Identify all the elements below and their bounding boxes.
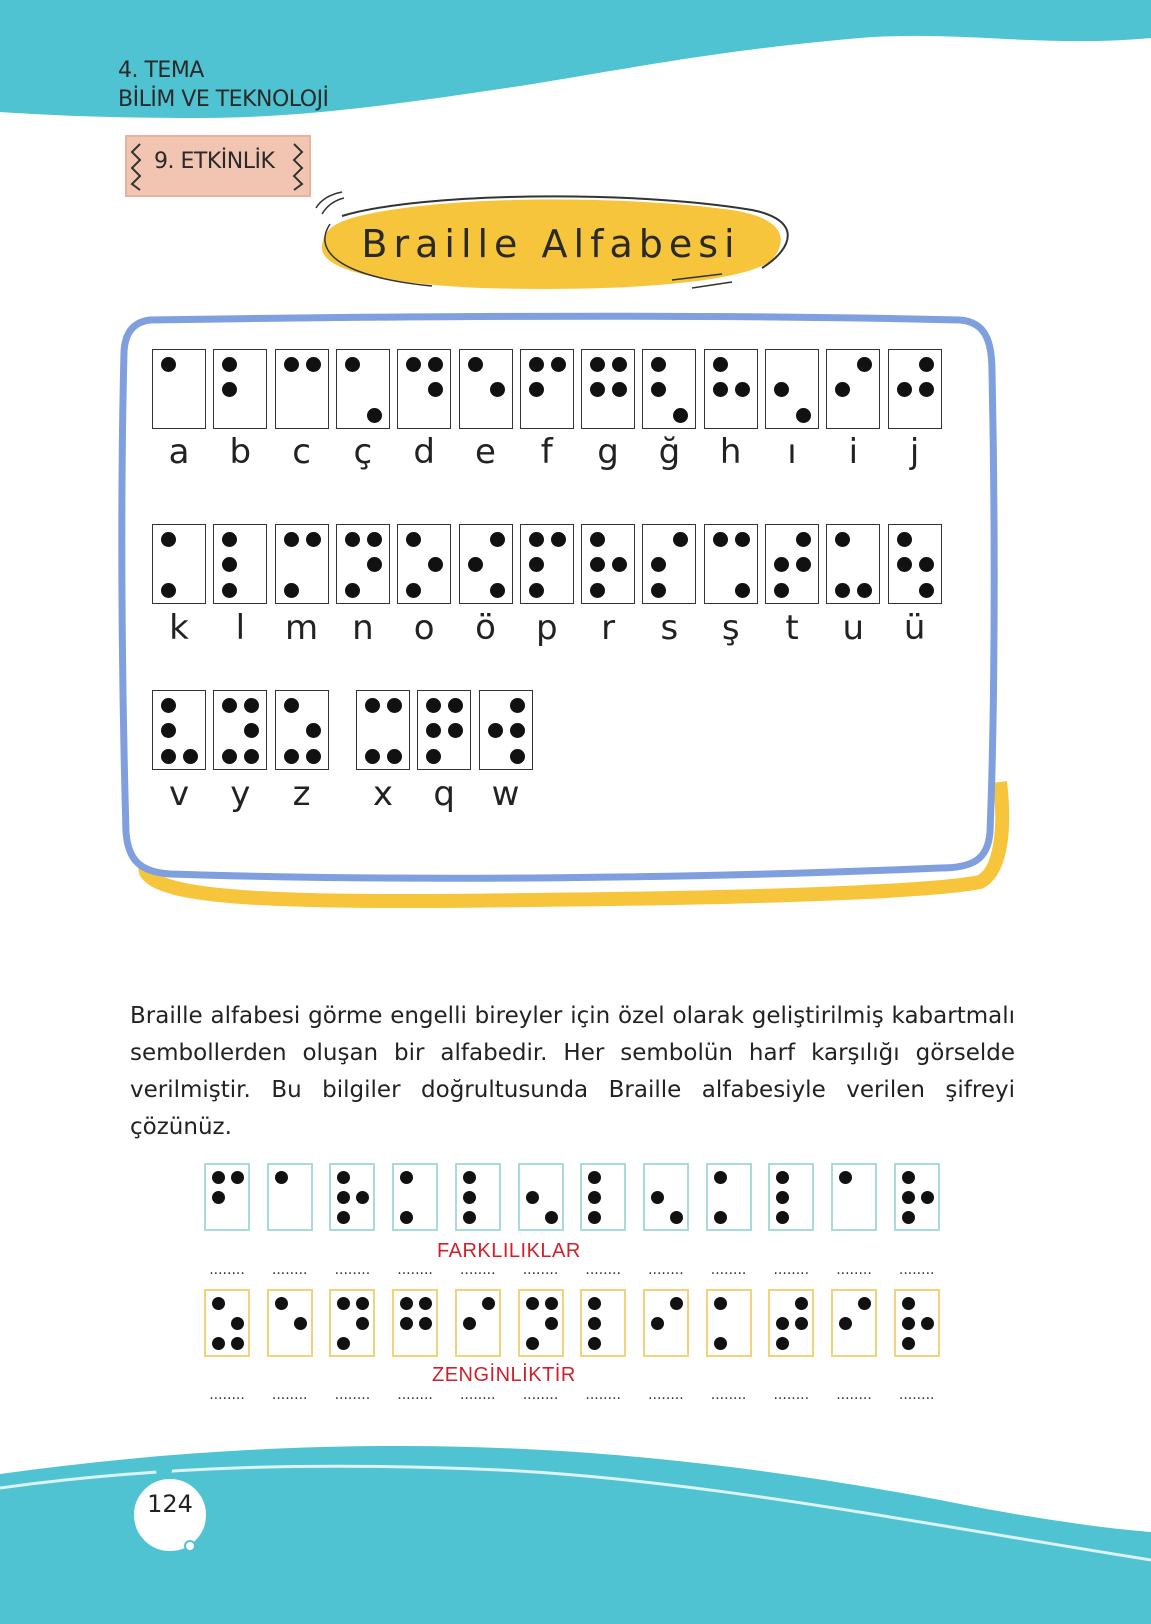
braille-dot (337, 1297, 350, 1310)
braille-dot (835, 532, 850, 547)
braille-dot (902, 1211, 915, 1224)
answer-blank: ........ (209, 1390, 245, 1400)
letter-label: x (372, 774, 393, 814)
cipher-cell (204, 1163, 250, 1231)
braille-dot (735, 382, 750, 397)
braille-dot (510, 723, 525, 738)
braille-dot (839, 1317, 852, 1330)
cipher-cell (768, 1289, 814, 1357)
braille-dot (776, 1211, 789, 1224)
braille-cell-k (152, 524, 206, 604)
braille-dot (367, 532, 382, 547)
page-title: Braille Alfabesi (361, 222, 741, 266)
braille-dot (526, 1337, 539, 1350)
answer-blank: ........ (898, 1265, 935, 1275)
braille-dot (284, 583, 299, 598)
braille-dot (284, 698, 299, 713)
answer-blank: ........ (648, 1390, 684, 1400)
braille-dot (212, 1297, 225, 1310)
braille-dot (795, 1297, 808, 1310)
answer-blank: ........ (459, 1265, 496, 1275)
cipher-cell (392, 1163, 438, 1231)
braille-dot (795, 1317, 808, 1330)
answer-blank: ........ (585, 1265, 621, 1275)
letter-label: l (235, 608, 246, 648)
braille-dot (356, 1191, 369, 1204)
answer-blank: ........ (334, 1265, 371, 1275)
cipher-cell (580, 1163, 626, 1231)
cipher-cell (518, 1289, 564, 1357)
braille-dot (510, 698, 525, 713)
braille-cell-d (397, 349, 451, 429)
braille-dot (551, 532, 566, 547)
braille-dot (714, 1211, 727, 1224)
braille-dot (651, 357, 666, 372)
braille-dot (275, 1297, 288, 1310)
braille-dot (651, 1191, 664, 1204)
braille-dot (222, 557, 237, 572)
answer-blank: ........ (397, 1390, 433, 1400)
letter-label: i (848, 432, 859, 472)
braille-dot (835, 583, 850, 598)
braille-dot (714, 1297, 727, 1310)
braille-dot (588, 1317, 601, 1330)
braille-dot (161, 357, 176, 372)
letter-label: g (597, 432, 619, 472)
braille-cell-t (765, 524, 819, 604)
braille-dot (306, 357, 321, 372)
braille-dot (651, 382, 666, 397)
braille-dot (284, 749, 299, 764)
braille-cell-ı (765, 349, 819, 429)
braille-dot (306, 532, 321, 547)
theme-number: 4. TEMA (118, 58, 204, 83)
braille-dot (919, 357, 934, 372)
braille-dot (337, 1211, 350, 1224)
cipher-cell (329, 1163, 375, 1231)
braille-dot (356, 1297, 369, 1310)
braille-dot (897, 557, 912, 572)
braille-dot (588, 1211, 601, 1224)
answer-blank: ........ (459, 1390, 496, 1400)
cipher-cell (706, 1163, 752, 1231)
answer-blank: ........ (334, 1390, 371, 1400)
braille-dot (673, 408, 688, 423)
braille-dot (161, 723, 176, 738)
braille-dot (919, 382, 934, 397)
braille-dot (835, 382, 850, 397)
braille-dot (463, 1191, 476, 1204)
letter-label: r (601, 608, 616, 648)
cipher-answer: FARKLILIKLAR (437, 1240, 581, 1262)
braille-dot (284, 532, 299, 547)
braille-dot (902, 1171, 915, 1184)
answer-blank: ........ (271, 1390, 308, 1400)
braille-cell-i (826, 349, 880, 429)
braille-dot (161, 583, 176, 598)
instructions-paragraph: Braille alfabesi görme engelli bireyler için özel olarak geliştirilmiş kabartmalı sembollerden oluşan bir alfabedir. Her sembolün harf karşılığı görselde verilmiştir. Bu bilgiler doğrultusunda Braille alfabesiyle verilen şifreyi çözünüz. (130, 1003, 1015, 1140)
braille-dot (463, 1211, 476, 1224)
braille-dot (468, 357, 483, 372)
braille-dot (428, 357, 443, 372)
theme-title: BİLİM VE TEKNOLOJİ (118, 87, 329, 112)
theme-header (118, 56, 329, 114)
braille-cell-p (520, 524, 574, 604)
braille-dot (529, 583, 544, 598)
braille-dot (921, 1317, 934, 1330)
braille-dot (902, 1317, 915, 1330)
braille-dot (356, 1317, 369, 1330)
braille-dot (337, 1337, 350, 1350)
braille-dot (222, 532, 237, 547)
braille-dot (510, 749, 525, 764)
braille-dot (902, 1191, 915, 1204)
braille-dot (529, 382, 544, 397)
braille-dot (919, 583, 934, 598)
braille-dot (776, 1317, 789, 1330)
letter-label: d (413, 432, 435, 472)
braille-dot (400, 1171, 413, 1184)
cipher-cell (455, 1289, 501, 1357)
answer-blank: ........ (209, 1265, 245, 1275)
braille-dot (529, 532, 544, 547)
cipher-cell (392, 1289, 438, 1357)
braille-dot (222, 749, 237, 764)
braille-dot (713, 382, 728, 397)
braille-dot (590, 583, 605, 598)
answer-blank: ........ (710, 1390, 747, 1400)
braille-dot (426, 698, 441, 713)
cipher-cell (329, 1289, 375, 1357)
letter-label: ş (721, 608, 740, 648)
cipher-cell (267, 1289, 313, 1357)
braille-dot (400, 1211, 413, 1224)
letter-label: w (491, 774, 520, 814)
braille-dot (735, 532, 750, 547)
braille-cell-ğ (642, 349, 696, 429)
cipher-cell (894, 1163, 940, 1231)
braille-cell-o (397, 524, 451, 604)
braille-cell-m (275, 524, 329, 604)
letter-label: ğ (658, 432, 681, 472)
letter-label: ç (353, 432, 373, 472)
braille-dot (231, 1337, 244, 1350)
answer-blank: ........ (836, 1265, 872, 1275)
letter-label: t (785, 608, 799, 648)
braille-dot (588, 1297, 601, 1310)
answer-blank: ........ (397, 1265, 433, 1275)
braille-dot (337, 1171, 350, 1184)
page-number: 124 (147, 1490, 193, 1518)
braille-dot (400, 1317, 413, 1330)
braille-cell-a (152, 349, 206, 429)
braille-dot (490, 532, 505, 547)
braille-cell-l (213, 524, 267, 604)
braille-dot (490, 382, 505, 397)
braille-dot (902, 1297, 915, 1310)
braille-dot (590, 357, 605, 372)
braille-dot (776, 1171, 789, 1184)
braille-cell-g (581, 349, 635, 429)
braille-cell-f (520, 349, 574, 429)
cipher-cell (204, 1289, 250, 1357)
letter-label: f (540, 432, 553, 472)
braille-dot (448, 698, 463, 713)
cipher-cell (518, 1163, 564, 1231)
cipher-answer: ZENGİNLİKTİR (432, 1364, 576, 1386)
activity-tag (122, 132, 314, 200)
braille-dot (490, 583, 505, 598)
braille-dot (345, 357, 360, 372)
braille-dot (921, 1191, 934, 1204)
letter-label: j (909, 432, 920, 472)
braille-dot (468, 557, 483, 572)
braille-dot (673, 532, 688, 547)
braille-dot (212, 1337, 225, 1350)
braille-dot (275, 1171, 288, 1184)
braille-dot (482, 1297, 495, 1310)
braille-cell-ü (888, 524, 942, 604)
braille-dot (345, 583, 360, 598)
answer-blank: ........ (710, 1265, 747, 1275)
braille-dot (387, 698, 402, 713)
answer-blank: ........ (648, 1265, 684, 1275)
braille-dot (857, 583, 872, 598)
letter-label: c (292, 432, 311, 472)
braille-dot (365, 698, 380, 713)
braille-dot (545, 1297, 558, 1310)
braille-dot (222, 698, 237, 713)
letter-label: ü (903, 608, 926, 648)
braille-dot (902, 1337, 915, 1350)
letter-label: q (433, 774, 455, 814)
braille-dot (612, 357, 627, 372)
braille-dot (526, 1191, 539, 1204)
braille-dot (670, 1297, 683, 1310)
answer-blank: ........ (522, 1265, 559, 1275)
braille-dot (735, 583, 750, 598)
letter-label: u (842, 608, 865, 648)
cipher-cell (894, 1289, 940, 1357)
braille-dot (222, 583, 237, 598)
letter-label: k (169, 608, 189, 648)
braille-cell-ç (336, 349, 390, 429)
braille-dot (212, 1191, 225, 1204)
braille-dot (714, 1337, 727, 1350)
braille-dot (529, 557, 544, 572)
braille-dot (406, 583, 421, 598)
letter-label: e (475, 432, 496, 472)
letter-label: a (168, 432, 190, 472)
braille-cell-e (459, 349, 513, 429)
activity-label: 9. ETKİNLİK (154, 149, 275, 174)
braille-dot (857, 357, 872, 372)
braille-dot (244, 749, 259, 764)
braille-dot (161, 698, 176, 713)
braille-dot (426, 749, 441, 764)
braille-dot (529, 357, 544, 372)
braille-dot (897, 382, 912, 397)
braille-dot (651, 557, 666, 572)
title-banner (312, 188, 812, 308)
braille-dot (488, 723, 503, 738)
answer-blank: ........ (773, 1265, 810, 1275)
braille-cell-r (581, 524, 635, 604)
braille-cell-x (356, 690, 410, 770)
braille-dot (545, 1211, 558, 1224)
answer-blank: ........ (773, 1390, 810, 1400)
braille-dot (551, 357, 566, 372)
braille-dot (796, 557, 811, 572)
braille-cell-ö (459, 524, 513, 604)
braille-dot (590, 532, 605, 547)
braille-dot (426, 723, 441, 738)
letter-label: ö (475, 608, 496, 648)
braille-cell-b (213, 349, 267, 429)
braille-dot (839, 1171, 852, 1184)
braille-dot (796, 532, 811, 547)
braille-dot (776, 1191, 789, 1204)
cipher-cell (643, 1163, 689, 1231)
braille-dot (590, 557, 605, 572)
cipher-cell (643, 1289, 689, 1357)
braille-dot (244, 698, 259, 713)
braille-dot (400, 1297, 413, 1310)
letter-label: p (536, 608, 558, 648)
braille-cell-s (642, 524, 696, 604)
braille-dot (306, 749, 321, 764)
braille-dot (365, 749, 380, 764)
braille-dot (222, 382, 237, 397)
braille-dot (212, 1171, 225, 1184)
letter-label: y (230, 774, 251, 814)
braille-dot (588, 1171, 601, 1184)
letter-label: h (719, 432, 742, 472)
braille-cell-w (479, 690, 533, 770)
braille-dot (526, 1297, 539, 1310)
braille-dot (244, 723, 259, 738)
braille-dot (774, 583, 789, 598)
braille-dot (897, 532, 912, 547)
cipher-cell (580, 1289, 626, 1357)
braille-dot (713, 532, 728, 547)
braille-dot (651, 583, 666, 598)
braille-dot (367, 408, 382, 423)
braille-dot (337, 1191, 350, 1204)
braille-cell-u (826, 524, 880, 604)
braille-dot (776, 1337, 789, 1350)
braille-dot (796, 408, 811, 423)
braille-dot (448, 723, 463, 738)
cipher-cell (455, 1163, 501, 1231)
braille-dot (919, 557, 934, 572)
braille-dot (670, 1211, 683, 1224)
braille-dot (612, 557, 627, 572)
braille-dot (428, 557, 443, 572)
cipher-cell (831, 1289, 877, 1357)
braille-dot (651, 1317, 664, 1330)
braille-dot (428, 382, 443, 397)
braille-dot (345, 532, 360, 547)
braille-dot (774, 382, 789, 397)
braille-dot (306, 723, 321, 738)
braille-dot (713, 357, 728, 372)
braille-cell-n (336, 524, 390, 604)
braille-cell-v (152, 690, 206, 770)
braille-cell-q (417, 690, 471, 770)
braille-cell-c (275, 349, 329, 429)
braille-cell-j (888, 349, 942, 429)
braille-dot (406, 357, 421, 372)
letter-label: z (292, 774, 311, 814)
answer-blank: ........ (836, 1390, 872, 1400)
braille-dot (588, 1191, 601, 1204)
letter-label: b (229, 432, 252, 472)
braille-dot (545, 1317, 558, 1330)
answer-blank: ........ (522, 1390, 559, 1400)
braille-dot (858, 1297, 871, 1310)
cipher-cell (267, 1163, 313, 1231)
answer-blank: ........ (271, 1265, 308, 1275)
cipher-cell (706, 1289, 752, 1357)
braille-dot (463, 1171, 476, 1184)
letter-label: m (285, 608, 319, 648)
letter-label: ı (787, 432, 797, 472)
braille-dot (161, 532, 176, 547)
letter-label: n (352, 608, 374, 648)
braille-dot (463, 1317, 476, 1330)
letter-label: o (413, 608, 435, 648)
cipher-cell (831, 1163, 877, 1231)
braille-cell-h (704, 349, 758, 429)
braille-cell-z (275, 690, 329, 770)
braille-cell-y (213, 690, 267, 770)
braille-dot (231, 1317, 244, 1330)
braille-dot (294, 1317, 307, 1330)
braille-dot (183, 749, 198, 764)
letter-label: s (660, 608, 679, 648)
braille-dot (406, 532, 421, 547)
braille-dot (774, 557, 789, 572)
answer-blank: ........ (585, 1390, 621, 1400)
cipher-cell (768, 1163, 814, 1231)
braille-dot (419, 1297, 432, 1310)
braille-cell-ş (704, 524, 758, 604)
letter-label: v (168, 774, 190, 814)
braille-dot (222, 357, 237, 372)
braille-dot (590, 382, 605, 397)
braille-dot (588, 1337, 601, 1350)
braille-dot (419, 1317, 432, 1330)
braille-dot (714, 1171, 727, 1184)
braille-dot (284, 357, 299, 372)
braille-dot (612, 382, 627, 397)
braille-dot (231, 1171, 244, 1184)
braille-dot (387, 749, 402, 764)
answer-blank: ........ (898, 1390, 935, 1400)
braille-dot (161, 749, 176, 764)
braille-dot (367, 557, 382, 572)
